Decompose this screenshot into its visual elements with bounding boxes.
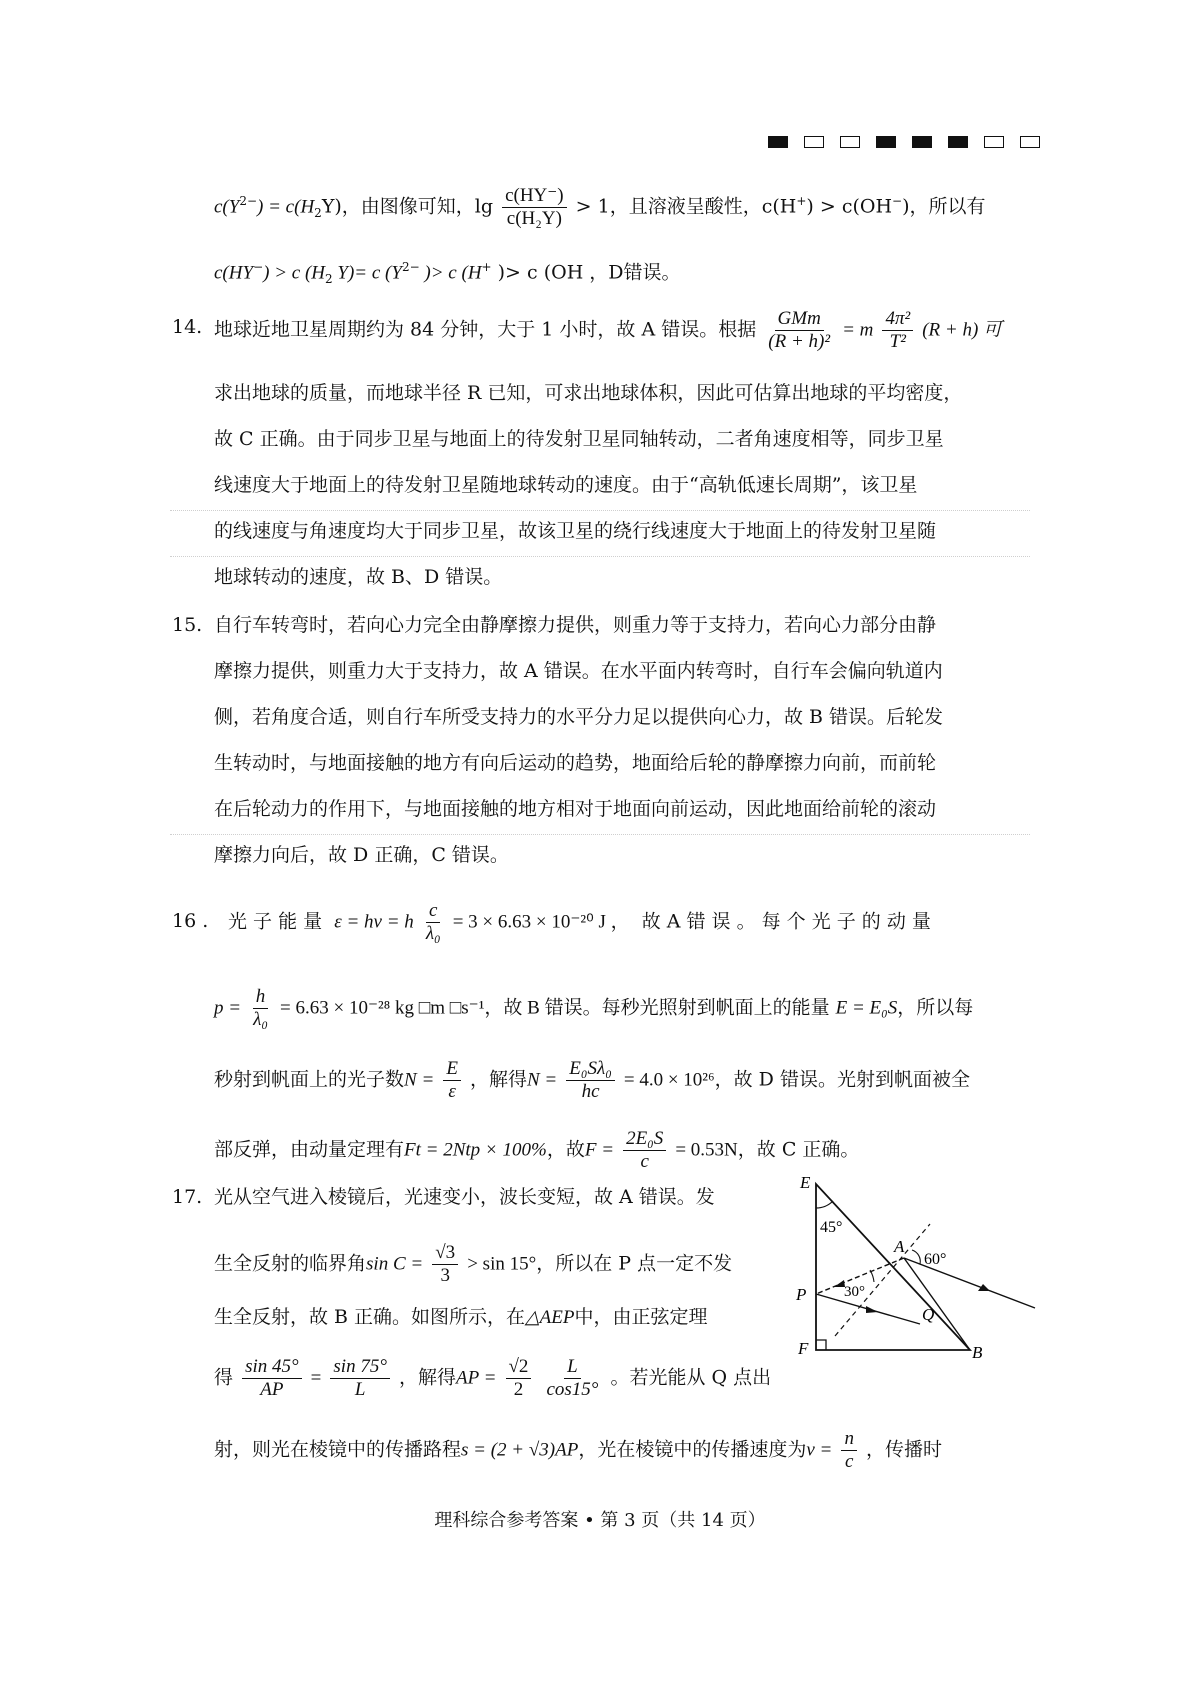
header-square — [768, 136, 788, 148]
chem-line-1: $c(Y^{2-}) = c(H_2Y)$，由图像可知，lg $\frac{c(HY^-)}{\text{c(H₂Y)}}$ > 1，且溶液呈酸性，c(H+) > c(OH−)，所以有 — [214, 185, 986, 229]
header-square — [840, 136, 860, 148]
fraction: $\frac{\text{4π²}}{\text{T²}}$ — [882, 308, 913, 353]
q14-line-4: 线速度大于地面上的待发射卫星随地球转动的速度。由于“高轨低速长周期”，该卫星 — [214, 474, 918, 496]
dotted-rule — [170, 556, 1030, 557]
angle-label-60: 60° — [924, 1251, 947, 1268]
angle-arc-45 — [816, 1201, 833, 1208]
q14-line-6: 地球转动的速度，故 B、D 错误。 — [214, 566, 503, 588]
q17-line-1: 光从空气进入棱镜后，光速变小，波长变短，故 A 错误。发 — [214, 1186, 715, 1208]
q14-line-3: 故 C 正确。由于同步卫星与地面上的待发射卫星同轴转动，二者角速度相等，同步卫星 — [214, 428, 944, 450]
fraction: $\frac{√3}{3}$ — [432, 1242, 458, 1287]
question-number-14: 14. — [172, 316, 203, 338]
q17-line-2: 生全反射的临界角sin C = $\frac{√3}{3}$ > sin 15°，所以在 P 点一定不发 — [214, 1242, 733, 1286]
q14-line-2: 求出地球的质量，而地球半径 R 已知，可求出地球体积，因此可估算出地球的平均密度， — [214, 382, 963, 404]
fraction: $\frac{\sin 75^\circ}{L}$ — [330, 1356, 390, 1401]
q17-line-4: 得 $\frac{\sin 45^\circ}{AP}$ = $\frac{\sin 75^\circ}{L}$ ，解得AP = $\frac{√2}{2}$ $\frac{L}{\cos 15^\circ}$ 。若光能从 Q 点出 — [214, 1356, 772, 1400]
q14-line-5: 的线速度与角速度均大于同步卫星，故该卫星的绕行线速度大于地面上的待发射卫星随 — [214, 520, 937, 542]
q16-line-2: p = $\frac{h}{\text{λ₀}}$ = 6.63 × 10⁻²⁸ kg ⁣□m ⁣□s⁻¹，故 B 错误。每秒光照射到帆面上的能量 E = E₀S，所以每 — [214, 986, 974, 1030]
fraction: $\frac{\text{2E₀S}}{c}$ — [623, 1128, 666, 1173]
q16-line-1: 光 子 能 量 ε = hν = h $\frac{c}{\text{λ₀}}$ = 3 × 6.63 × 10⁻²⁰ J ， 故 A 错 误 。 每 个 光 子 的 动 量 — [228, 900, 931, 944]
page-footer: 理科综合参考答案 • 第 3 页（共 14 页） — [434, 1510, 766, 1531]
fraction: $\frac{\text{E₀Sλ₀}}{hc}$ — [566, 1058, 615, 1103]
q16-line-4: 部反弹，由动量定理有Ft = 2Ntp × 100%，故F = $\frac{\text{2E₀S}}{c}$ = 0.53N，故 C 正确。 — [214, 1128, 860, 1172]
fraction: $\frac{c(HY^-)}{\text{c(H₂Y)}}$ — [502, 185, 567, 230]
angle-label-45: 45° — [820, 1219, 843, 1236]
label-q: Q — [922, 1305, 935, 1324]
header-squares — [768, 136, 1040, 148]
fraction: $\frac{√2}{2}$ — [506, 1356, 532, 1401]
arrow-head — [866, 1306, 878, 1313]
dotted-rule — [170, 510, 1030, 511]
fraction: $\frac{E}{\varepsilon}$ — [443, 1058, 461, 1103]
q15-line-6: 摩擦力向后，故 D 正确，C 错误。 — [214, 844, 509, 866]
q15-line-4: 生转动时，与地面接触的地方有向后运动的趋势，地面给后轮的静摩擦力向前，而前轮 — [214, 752, 937, 774]
header-square — [876, 136, 896, 148]
q15-line-3: 侧，若角度合适，则自行车所受支持力的水平分力足以提供向心力，故 B 错误。后轮发 — [214, 706, 944, 728]
fraction: $\frac{\sin 45^\circ}{AP}$ — [242, 1356, 302, 1401]
q17-line-5: 射，则光在棱镜中的传播路程s = (2 + √3)AP，光在棱镜中的传播速度为v = $\frac{n}{c}$ ，传播时 — [214, 1428, 942, 1472]
q17-line-3: 生全反射，故 B 正确。如图所示，在△AEP中，由正弦定理 — [214, 1306, 708, 1328]
q16-line-3: 秒射到帆面上的光子数N = $\frac{E}{\varepsilon}$ ，解得N = $\frac{\text{E₀Sλ₀}}{hc}$ = 4.0 × 10²⁶，故 D 错误。光射到帆面被全 — [214, 1058, 970, 1102]
header-square — [1020, 136, 1040, 148]
angle-label-30: 30° — [844, 1284, 865, 1300]
label-e: E — [800, 1173, 811, 1192]
chem-line-2: c(HY−) > c ($H_2$ Y)= c ($Y^{2-}$ )> c (H+ )> c (OH ，D错误。 — [214, 260, 681, 287]
q15-line-2: 摩擦力提供，则重力大于支持力，故 A 错误。在水平面内转弯时，自行车会偏向轨道内 — [214, 660, 943, 682]
q15-line-1: 自行车转弯时，若向心力完全由静摩擦力提供，则重力等于支持力，若向心力部分由静 — [214, 614, 937, 636]
line-ab — [904, 1258, 970, 1350]
q14-line-1: 地球近地卫星周期约为 84 分钟，大于 1 小时，故 A 错误。根据 $\frac{\text{GMm}}{\text{(R + h)²}}$ = m $\frac{\text{4π²}}{\text{T²}}$ (R + h) 可 — [214, 308, 1003, 352]
header-square — [912, 136, 932, 148]
q15-line-5: 在后轮动力的作用下，与地面接触的地方相对于地面向前运动，因此地面给前轮的滚动 — [214, 798, 937, 820]
header-square — [948, 136, 968, 148]
fraction: $\frac{c}{\text{λ₀}}$ — [425, 900, 441, 944]
fraction: $\frac{\text{GMm}}{\text{(R + h)²}}$ — [768, 308, 831, 352]
header-square — [984, 136, 1004, 148]
header-square — [804, 136, 824, 148]
label-b: B — [972, 1343, 983, 1362]
question-number-17: 17. — [172, 1186, 203, 1208]
prism-diagram — [790, 1170, 1040, 1370]
label-a: A — [894, 1237, 905, 1256]
question-number-15: 15. — [172, 614, 203, 636]
fraction: $\frac{h}{\text{λ₀}}$ — [253, 986, 268, 1030]
label-p: P — [796, 1285, 807, 1304]
label-f: F — [798, 1339, 809, 1358]
right-angle-mark — [816, 1340, 826, 1350]
fraction: $\frac{L}{\cos 15^\circ}$ — [546, 1356, 599, 1400]
question-number-16: 16 . — [172, 910, 209, 932]
dotted-rule — [170, 834, 1030, 835]
fraction: $\frac{n}{c}$ — [841, 1428, 857, 1473]
